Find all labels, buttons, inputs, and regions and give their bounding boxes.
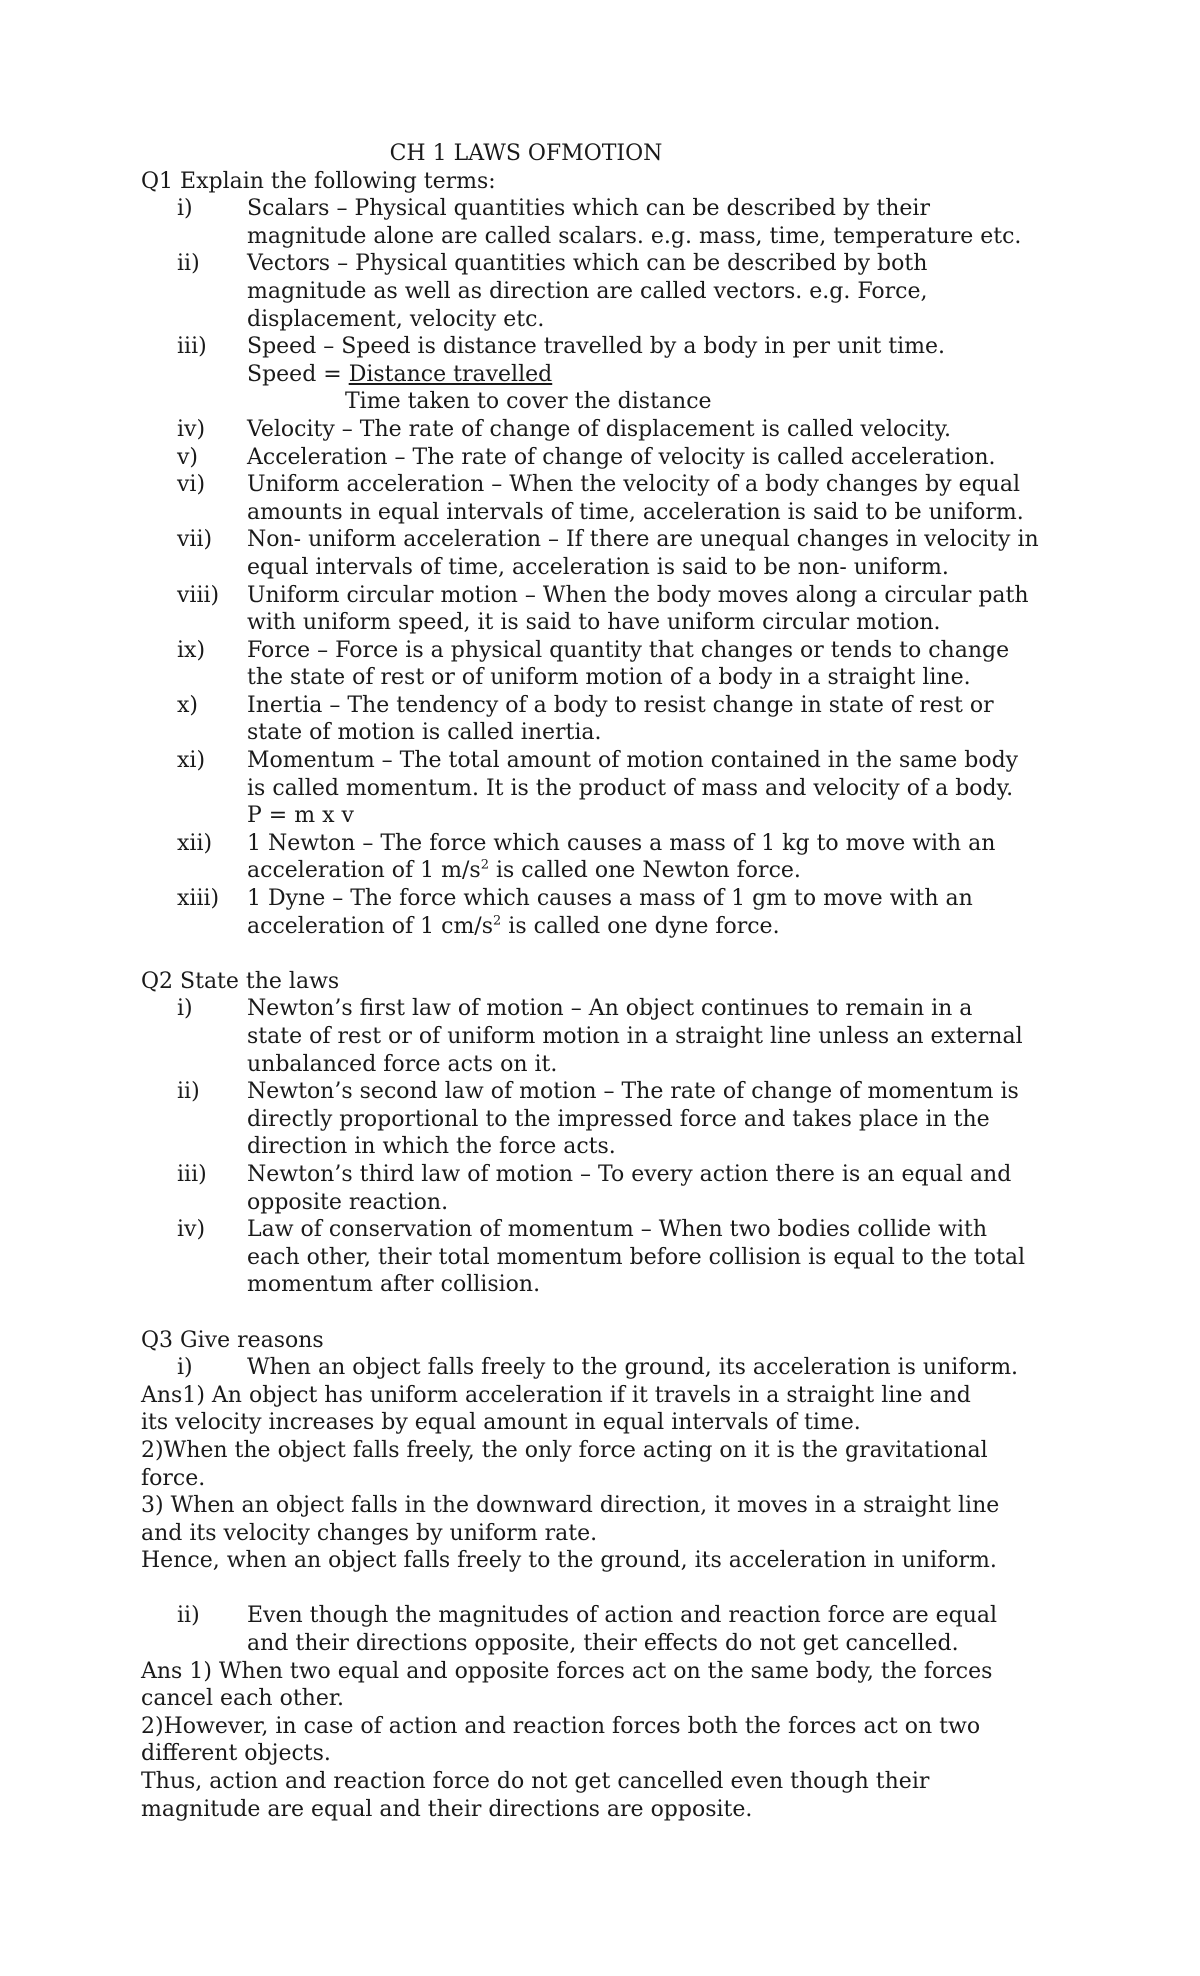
answer-line: cancel each other. — [141, 1686, 344, 1712]
reason-question-1 — [141, 1354, 1071, 1382]
law-line: directly proportional to the impressed force and takes place in the — [247, 1106, 990, 1132]
item-numeral: x) — [177, 692, 198, 718]
line-text: is called one Newton force. — [488, 858, 801, 884]
term-uniform-circular-motion — [141, 582, 1071, 637]
item-numeral: vii) — [177, 527, 213, 553]
item-numeral: i) — [177, 996, 193, 1022]
answer-line: and its velocity changes by uniform rate. — [141, 1520, 598, 1546]
item-numeral: xi) — [177, 748, 206, 774]
item-numeral: iii) — [177, 334, 207, 360]
definition-line: Speed – Speed is distance travelled by a body in per unit time. — [247, 334, 946, 360]
term-dyne — [141, 885, 1071, 940]
definition-line: Uniform acceleration – When the velocity of a body changes by equal — [247, 472, 1020, 498]
law-newton-second — [141, 1078, 1071, 1161]
term-momentum — [141, 747, 1071, 830]
document-page — [141, 140, 1071, 1823]
item-numeral: iv) — [177, 416, 206, 442]
definition-line: with uniform speed, it is said to have uniform circular motion. — [247, 610, 941, 636]
item-numeral: viii) — [177, 582, 220, 608]
definition-line: state of motion is called inertia. — [247, 720, 602, 746]
definition-line: Acceleration – The rate of change of velocity is called acceleration. — [247, 444, 996, 470]
formula-label: Speed = — [247, 361, 349, 387]
question-1 — [141, 168, 1071, 941]
reason-answer-2 — [141, 1658, 1071, 1824]
line-text: is called one dyne force. — [501, 913, 780, 939]
term-velocity — [141, 416, 1071, 444]
spacer — [141, 1299, 1071, 1327]
definition-line: Inertia – The tendency of a body to resist change in state of rest or — [247, 692, 994, 718]
term-inertia — [141, 692, 1071, 747]
question-2-heading: Q2 State the laws — [141, 968, 340, 994]
term-speed — [141, 333, 1071, 416]
answer-line: Hence, when an object falls freely to the ground, its acceleration in uniform. — [141, 1548, 997, 1574]
item-numeral: v) — [177, 444, 199, 470]
law-line: Newton’s second law of motion – The rate of change of momentum is — [247, 1079, 1019, 1105]
superscript: 2 — [480, 858, 489, 874]
reason-question-2 — [141, 1602, 1071, 1657]
definition-line — [247, 913, 1071, 941]
item-numeral: xiii) — [177, 886, 220, 912]
answer-line: Thus, action and reaction force do not get cancelled even though their — [141, 1769, 930, 1795]
definition-line: is called momentum. It is the product of mass and velocity of a body. — [247, 775, 1014, 801]
term-force — [141, 637, 1071, 692]
term-newton — [141, 830, 1071, 885]
definition-line: magnitude alone are called scalars. e.g. mass, time, temperature etc. — [247, 223, 1022, 249]
law-line: each other, their total momentum before collision is equal to the total — [247, 1244, 1025, 1270]
page-title: CH 1 LAWS OFMOTION — [389, 141, 663, 166]
law-conservation-momentum — [141, 1216, 1071, 1299]
law-line: unbalanced force acts on it. — [247, 1051, 558, 1077]
term-non-uniform-acceleration — [141, 526, 1071, 581]
definition-line: Uniform circular motion – When the body moves along a circular path — [247, 582, 1029, 608]
question-1-heading: Q1 Explain the following terms: — [141, 168, 496, 194]
item-numeral: iv) — [177, 1217, 206, 1243]
item-numeral: ix) — [177, 637, 206, 663]
answer-line: its velocity increases by equal amount in equal intervals of time. — [141, 1410, 861, 1436]
law-line: state of rest or of uniform motion in a straight line unless an external — [247, 1024, 1023, 1049]
spacer — [141, 1575, 1071, 1603]
term-vectors — [141, 250, 1071, 333]
definition-line: Scalars – Physical quantities which can be described by their — [247, 196, 930, 222]
speed-formula — [247, 361, 1071, 389]
item-numeral: vi) — [177, 472, 206, 498]
term-uniform-acceleration — [141, 471, 1071, 526]
answer-line: Ans 1) When two equal and opposite forces act on the same body, the forces — [141, 1658, 993, 1684]
law-line: direction in which the force acts. — [247, 1134, 616, 1160]
item-numeral: ii) — [177, 1079, 200, 1105]
item-numeral: iii) — [177, 1161, 207, 1187]
line-text: acceleration of 1 m/s — [247, 858, 481, 884]
question-3-heading: Q3 Give reasons — [141, 1327, 324, 1353]
definition-line: Non- uniform acceleration – If there are unequal changes in velocity in — [247, 527, 1039, 553]
formula-denominator: Time taken to cover the distance — [345, 389, 712, 415]
reason-answer-1 — [141, 1382, 1071, 1575]
answer-line: magnitude are equal and their directions are opposite. — [141, 1796, 753, 1822]
law-line: Law of conservation of momentum – When two bodies collide with — [247, 1217, 987, 1243]
answer-line: 2)However, in case of action and reaction forces both the forces act on two — [141, 1713, 981, 1739]
item-numeral: ii) — [177, 1603, 200, 1629]
spacer — [141, 940, 1071, 968]
momentum-formula: P = m x v — [247, 803, 354, 829]
definition-line: equal intervals of time, acceleration is said to be non- uniform. — [247, 554, 949, 580]
item-numeral: xii) — [177, 830, 213, 856]
definition-line: 1 Newton – The force which causes a mass of 1 kg to move with an — [247, 830, 996, 856]
question-2 — [141, 968, 1071, 1299]
formula-numerator: Distance travelled — [348, 361, 553, 387]
reason-question-line: When an object falls freely to the ground, its acceleration is uniform. — [247, 1355, 1019, 1381]
question-3 — [141, 1327, 1071, 1824]
definition-line — [247, 857, 1071, 885]
superscript: 2 — [493, 913, 502, 929]
answer-line: different objects. — [141, 1741, 331, 1767]
answer-line: 3) When an object falls in the downward direction, it moves in a straight line — [141, 1493, 1000, 1519]
definition-line: amounts in equal intervals of time, acceleration is said to be uniform. — [247, 499, 1024, 525]
reason-question-line: Even though the magnitudes of action and reaction force are equal — [247, 1603, 998, 1629]
definition-line: displacement, velocity etc. — [247, 306, 545, 332]
definition-line: Momentum – The total amount of motion contained in the same body — [247, 748, 1019, 774]
answer-line: 2)When the object falls freely, the only force acting on it is the gravitational — [141, 1437, 988, 1463]
line-text: acceleration of 1 cm/s — [247, 913, 494, 939]
answer-line: Ans1) An object has uniform acceleration if it travels in a straight line and — [141, 1382, 971, 1408]
term-scalars — [141, 195, 1071, 250]
item-numeral: i) — [177, 196, 193, 222]
law-newton-third — [141, 1161, 1071, 1216]
reason-question-line: and their directions opposite, their effects do not get cancelled. — [247, 1631, 959, 1657]
answer-line: force. — [141, 1465, 206, 1491]
definition-line: the state of rest or of uniform motion of a body in a straight line. — [247, 665, 971, 691]
item-numeral: ii) — [177, 251, 200, 277]
definition-line: Force – Force is a physical quantity that changes or tends to change — [247, 637, 1010, 663]
term-acceleration — [141, 444, 1071, 472]
definition-line: Vectors – Physical quantities which can be described by both — [247, 251, 928, 277]
law-line: Newton’s first law of motion – An object continues to remain in a — [247, 996, 973, 1022]
law-line: Newton’s third law of motion – To every action there is an equal and — [247, 1161, 1012, 1187]
item-numeral: i) — [177, 1355, 193, 1381]
definition-line: Velocity – The rate of change of displacement is called velocity. — [247, 416, 951, 442]
law-newton-first — [141, 995, 1071, 1078]
definition-line: 1 Dyne – The force which causes a mass of 1 gm to move with an — [247, 886, 973, 912]
definition-line: magnitude as well as direction are called vectors. e.g. Force, — [247, 278, 928, 304]
law-line: opposite reaction. — [247, 1189, 449, 1215]
law-line: momentum after collision. — [247, 1272, 541, 1298]
